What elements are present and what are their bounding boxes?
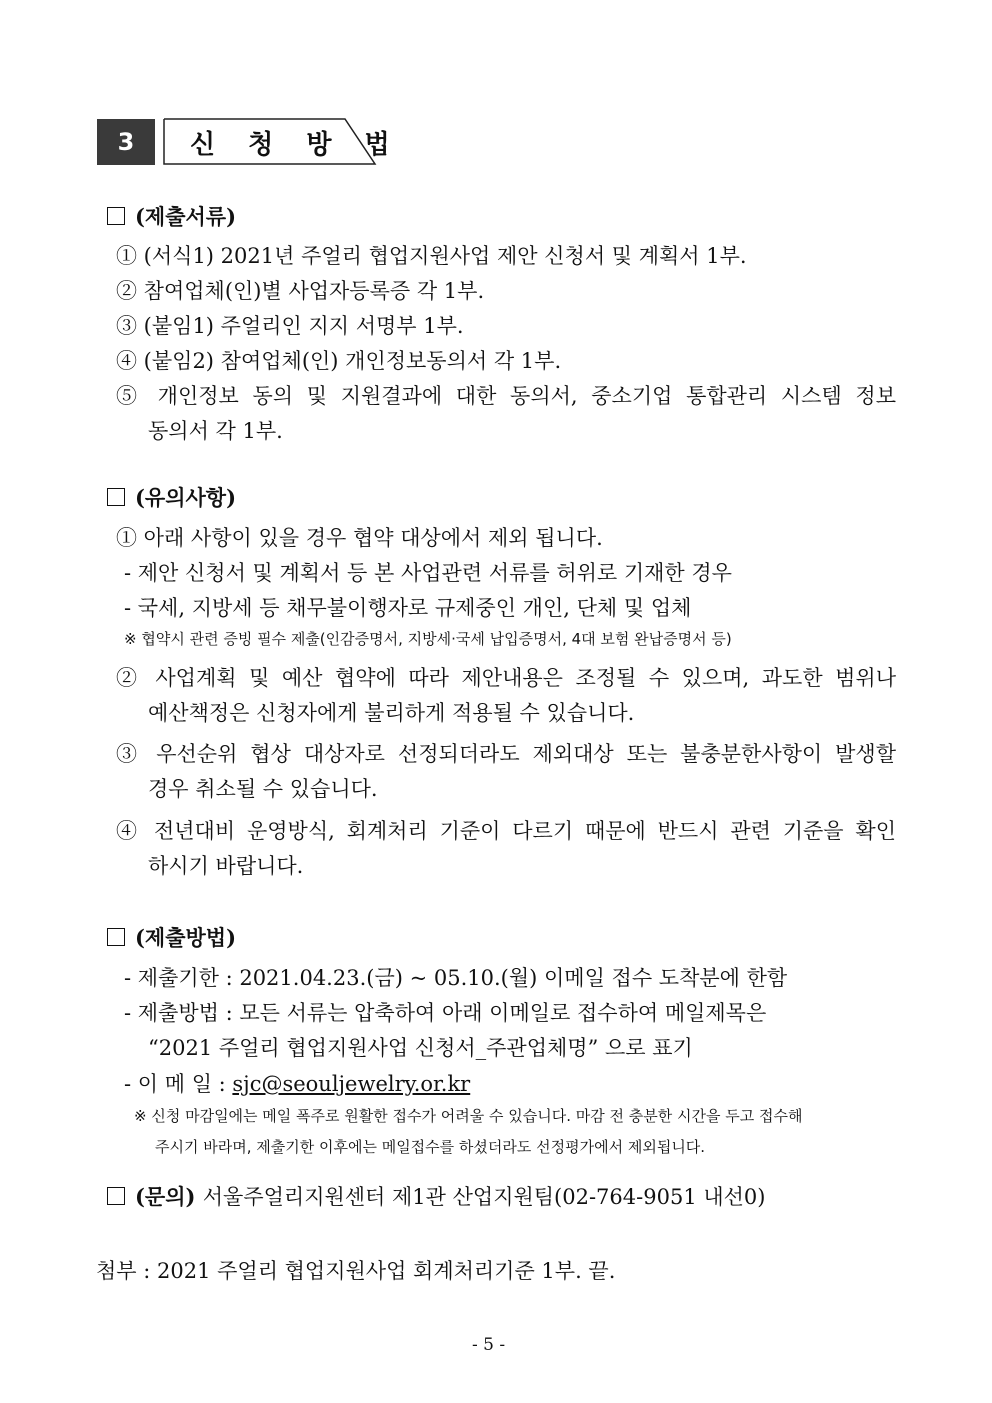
section-number: 3	[117, 128, 135, 156]
note-item-2: ② 사업계획 및 예산 협약에 따라 제안내용은 조정될 수 있으며, 과도한 범위나	[116, 666, 896, 690]
doc-item-1: ① (서식1) 2021년 주얼리 협업지원사업 제안 신청서 및 계획서 1부.	[116, 244, 747, 268]
doc-item-2: ② 참여업체(인)별 사업자등록증 각 1부.	[116, 279, 485, 303]
note-item-2-cont: 예산책정은 신청자에게 불리하게 적용될 수 있습니다.	[148, 701, 635, 725]
note-item-3-cont: 경우 취소될 수 있습니다.	[148, 777, 378, 801]
checkbox-square-icon	[107, 1187, 125, 1205]
method-deadline: - 제출기한 : 2021.04.23.(금) ~ 05.10.(월) 이메일 접수 도착분에 한함	[124, 966, 788, 990]
method-how: - 제출방법 : 모든 서류는 압축하여 아래 이메일로 접수하여 메일제목은	[124, 1001, 767, 1025]
email-label: - 이 메 일 :	[124, 1072, 233, 1096]
doc-item-4: ④ (붙임2) 참여업체(인) 개인정보동의서 각 1부.	[116, 349, 562, 373]
doc-item-5-cont: 동의서 각 1부.	[148, 419, 283, 443]
method-how-cont: “2021 주얼리 협업지원사업 신청서_주관업체명” 으로 표기	[148, 1036, 693, 1060]
inquiry-heading: (문의)	[135, 1184, 196, 1209]
attachment-note: 첨부 : 2021 주얼리 협업지원사업 회계처리기준 1부. 끝.	[96, 1259, 616, 1283]
method-email-row	[124, 1068, 470, 1098]
method-remark: ※ 신청 마감일에는 메일 폭주로 원활한 접수가 어려울 수 있습니다. 마감 전 충분한 시간을 두고 접수해	[134, 1107, 803, 1125]
method-heading: (제출방법)	[107, 922, 236, 952]
note-dash-1: - 제안 신청서 및 계획서 등 본 사업관련 서류를 허위로 기재한 경우	[124, 561, 732, 585]
note-item-4: ④ 전년대비 운영방식, 회계처리 기준이 다르기 때문에 반드시 관련 기준을 확인	[116, 819, 896, 843]
checkbox-square-icon	[107, 207, 125, 225]
page-number: - 5 -	[472, 1335, 506, 1355]
note-item-1: ① 아래 사항이 있을 경우 협약 대상에서 제외 됩니다.	[116, 526, 603, 550]
checkbox-square-icon	[107, 488, 125, 506]
doc-item-5: ⑤ 개인정보 동의 및 지원결과에 대한 동의서, 중소기업 통합관리 시스템 정보	[116, 384, 896, 408]
inquiry-row	[107, 1181, 766, 1211]
section-number-badge	[97, 119, 155, 165]
method-remark-cont: 주시기 바라며, 제출기한 이후에는 메일접수를 하셨더라도 선정평가에서 제외됩니다.	[155, 1138, 706, 1156]
email-link[interactable]: sjc@seouljewelry.or.kr	[232, 1072, 471, 1096]
section-title: 신 청 방 법	[190, 130, 402, 160]
inquiry-text: 서울주얼리지원센터 제1관 산업지원팀(02-764-9051 내선0)	[202, 1185, 766, 1209]
doc-item-3: ③ (붙임1) 주얼리인 지지 서명부 1부.	[116, 314, 464, 338]
checkbox-square-icon	[107, 928, 125, 946]
submission-docs-heading: (제출서류)	[107, 201, 236, 231]
note-item-3: ③ 우선순위 협상 대상자로 선정되더라도 제외대상 또는 불충분한사항이 발생할	[116, 742, 896, 766]
note-remark: ※ 협약시 관련 증빙 필수 제출(인감증명서, 지방세·국세 납입증명서, 4대 보험 완납증명서 등)	[124, 630, 732, 648]
note-item-4-cont: 하시기 바랍니다.	[148, 854, 304, 878]
notes-heading: (유의사항)	[107, 482, 236, 512]
note-dash-2: - 국세, 지방세 등 채무불이행자로 규제중인 개인, 단체 및 업체	[124, 596, 692, 620]
